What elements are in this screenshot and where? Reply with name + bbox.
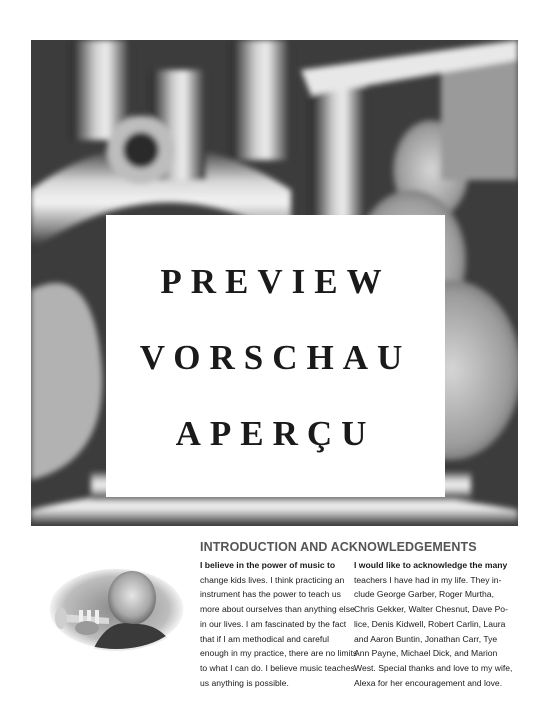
left-column-line: change kids lives. I think practicing an [200, 574, 345, 585]
intro-column [200, 558, 358, 690]
right-column-line: Alexa for her encouragement and love. [354, 677, 503, 688]
author-portrait-photo [47, 566, 186, 652]
preview-word-french: APERÇU [175, 413, 376, 453]
preview-word-english: PREVIEW [160, 261, 391, 301]
right-column-line: teachers I have had in my life. They in- [354, 574, 502, 585]
portrait-graphic [47, 566, 186, 652]
left-column-line: I believe in the power of music to [200, 560, 336, 570]
left-column-line: us anything is possible. [200, 677, 289, 688]
left-column-line: instrument has the power to teach us [200, 589, 341, 600]
acknowledgements-column [354, 558, 514, 690]
right-column-line: and Aaron Buntin, Jonathan Carr, Tye [354, 633, 498, 644]
left-column-line: in our lives. I am fascinated by the fact [200, 618, 347, 629]
right-column-line: Ann Payne, Michael Dick, and Marion [354, 648, 498, 659]
preview-watermark-box [106, 215, 445, 497]
right-column-line: clude George Garber, Roger Murtha, [354, 589, 494, 600]
right-column-line: I would like to acknowledge the many [354, 560, 508, 570]
left-column-line: to what I can do. I believe music teaches [200, 662, 355, 673]
preview-word-german: VORSCHAU [139, 337, 412, 377]
right-column-line: West. Special thanks and love to my wife, [354, 662, 513, 673]
left-column-line: more about ourselves than anything else [200, 604, 355, 615]
section-title: INTRODUCTION AND ACKNOWLEDGEMENTS [200, 540, 477, 554]
right-column-line: lice, Denis Kidwell, Robert Carlin, Laura [354, 618, 506, 629]
left-column-line: that if I am methodical and careful [200, 633, 329, 644]
right-column-line: Chris Gekker, Walter Chesnut, Dave Po- [354, 604, 508, 615]
left-column-line: enough in my practice, there are no limits [200, 648, 358, 659]
